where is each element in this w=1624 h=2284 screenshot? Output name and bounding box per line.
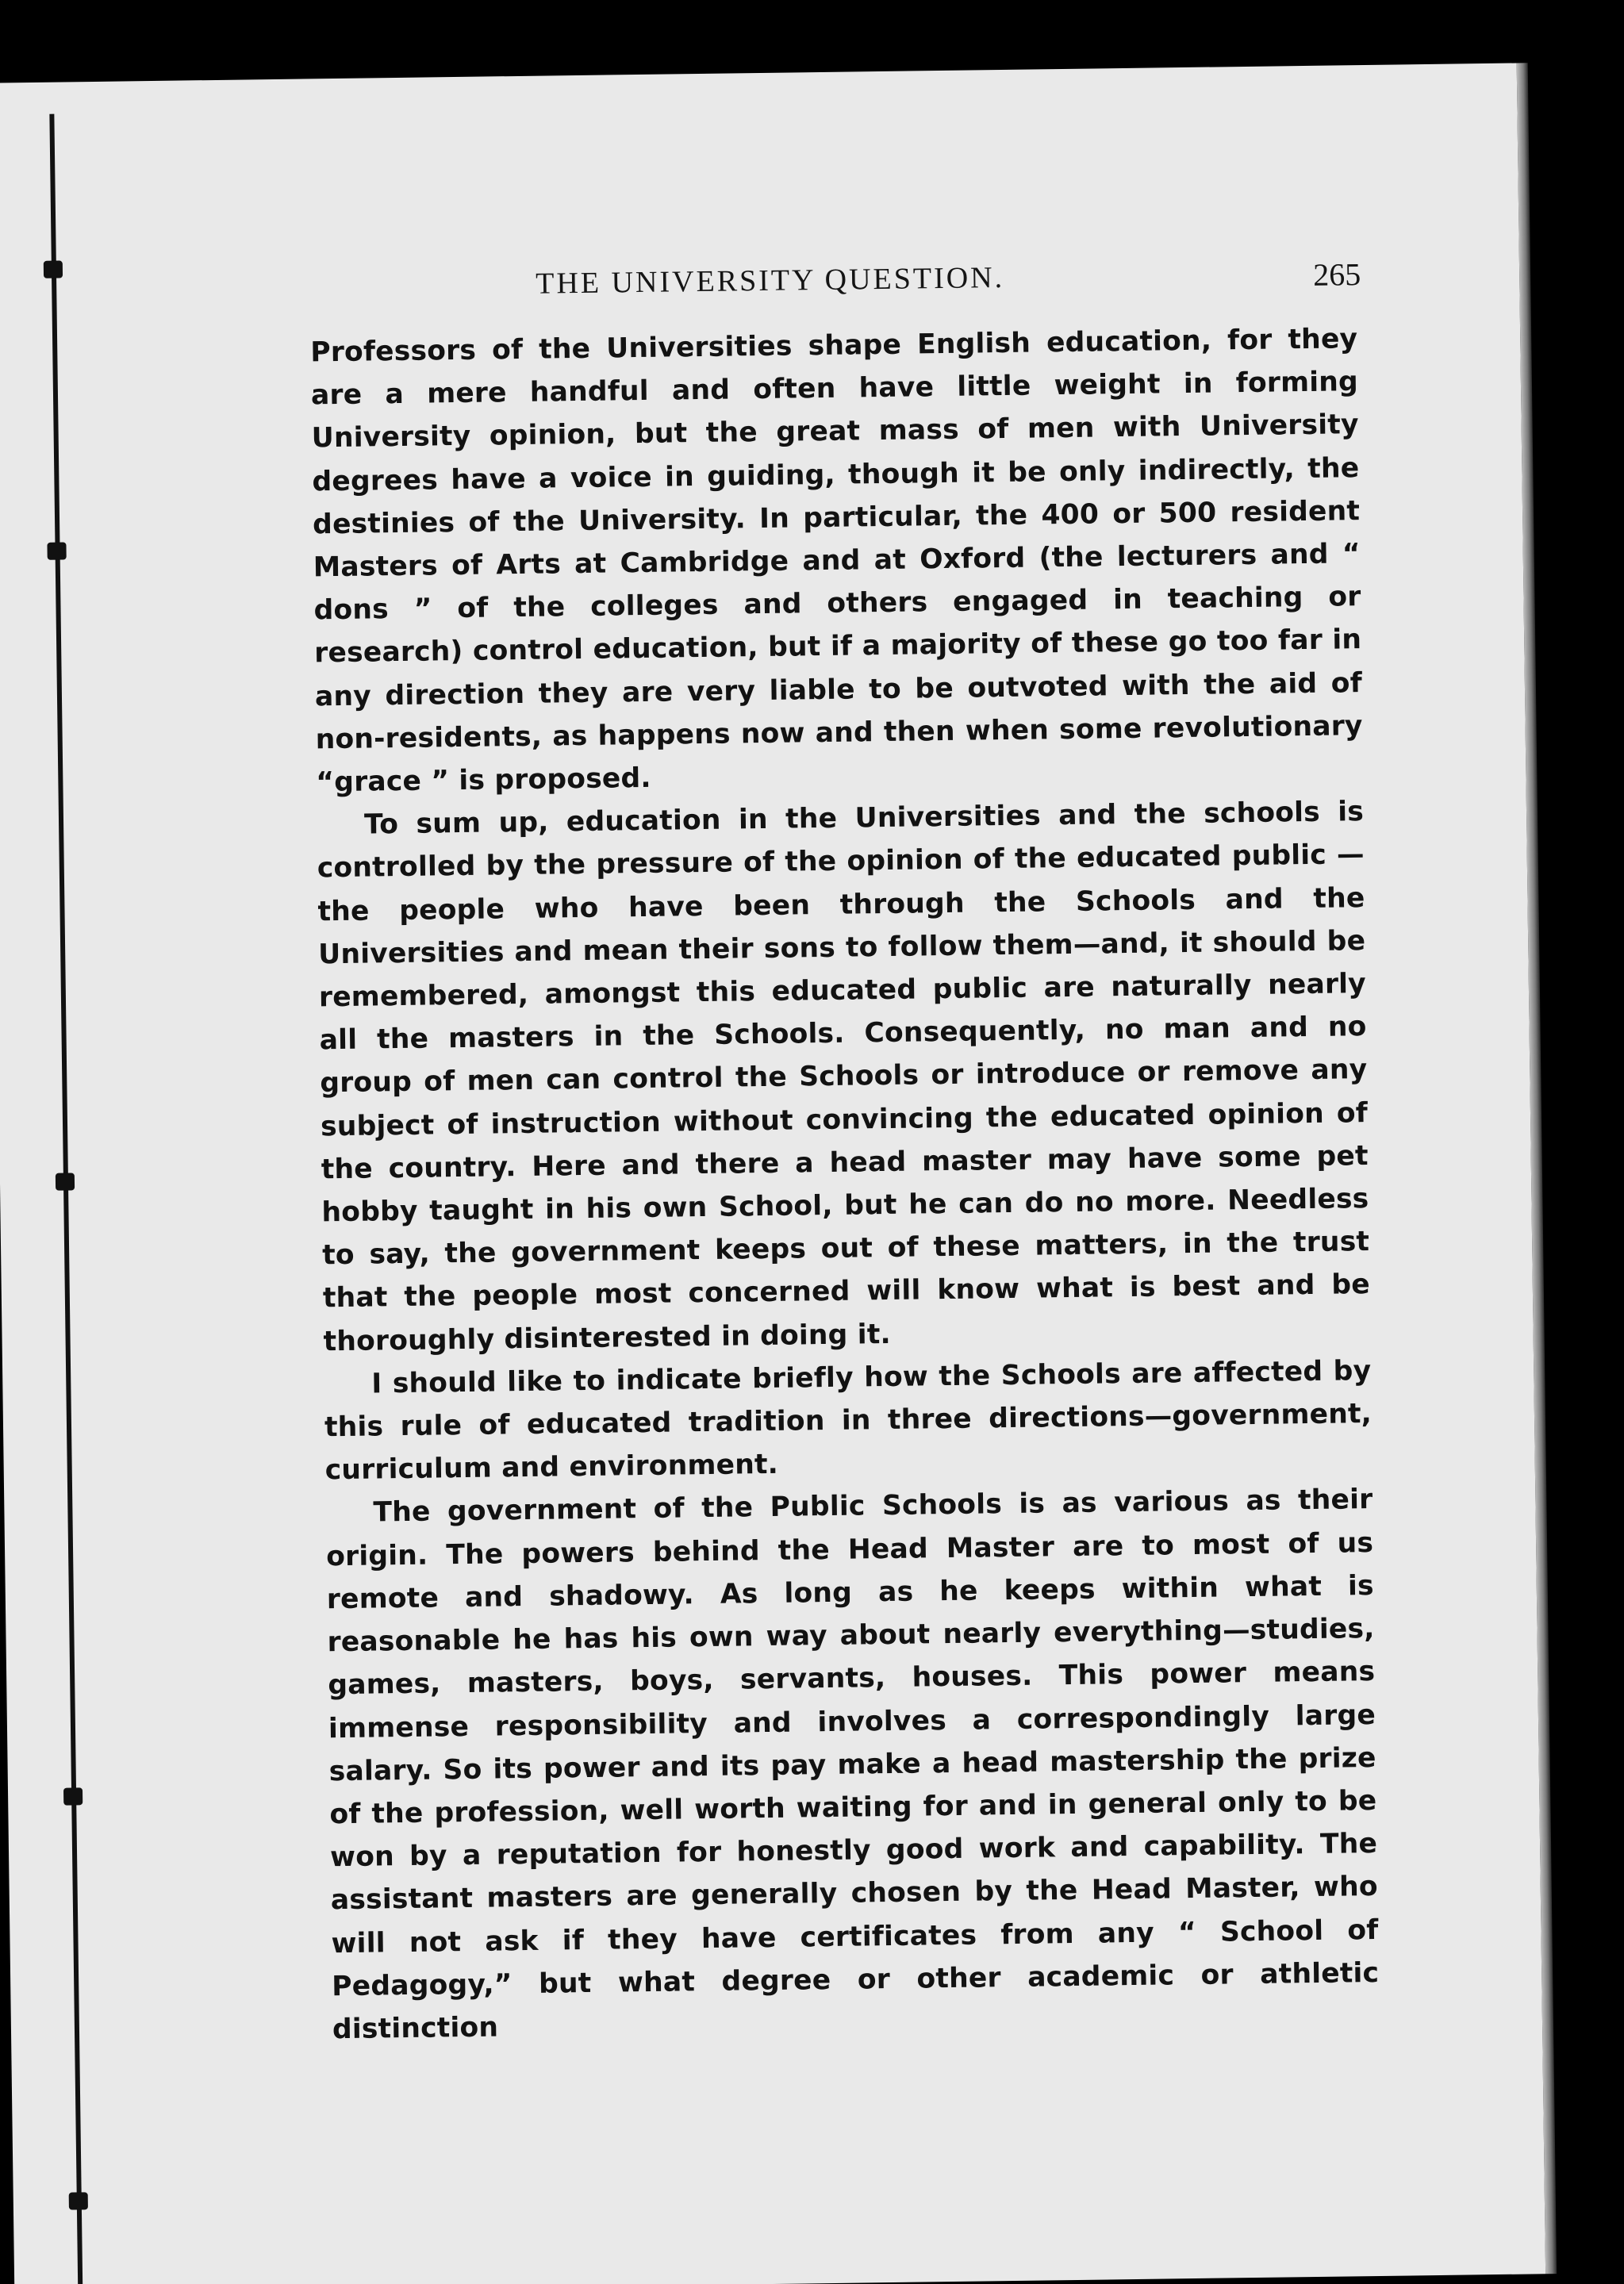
running-title: THE UNIVERSITY QUESTION. bbox=[535, 260, 1005, 301]
binding-stitch bbox=[63, 1787, 83, 1805]
binding-stitch bbox=[44, 261, 63, 278]
page-edge bbox=[1517, 63, 1557, 2274]
binding-thread bbox=[49, 114, 83, 2284]
paper-sheet bbox=[0, 63, 1545, 2284]
binding-stitch bbox=[69, 2192, 88, 2209]
body-text bbox=[310, 317, 1380, 2051]
paragraph: To sum up, education in the Universities and the schools is controlled by the pressure of the opinion of the educated public —the people who have been through the Schools and the Universities and mean their sons to follow them—and, it should be remembered, amongst this educated public are naturally nearly all the masters in the Schools. Consequently, no man and no group of men can control the Schools or introduce or remove any subject of instruction without convincing the educated opinion of the country. Here and there a head master may have some pet hobby taught in his own School, but he can do no more. Needless to say, the government keeps out of these matters, in the trust that the people most concerned will know what is best and be thoroughly disinterested in doing it. bbox=[317, 796, 1371, 1357]
page-header bbox=[536, 255, 1361, 322]
binding-stitch bbox=[56, 1173, 75, 1190]
binding-stitch bbox=[47, 542, 66, 559]
paragraph: Professors of the Universities shape English education, for they are a mere handful and often have little weight in forming University opinion, but the great mass of men with University degrees have a voice in guiding, though it be only indirectly, the destinies of the University. In particular, the 400 or 500 resident Masters of Arts at Cambridge and at Oxford (the lecturers and “ dons ” of the colleges and others engaged in teaching or research) control education, but if a majority of these go too far in any direction they are very liable to be outvoted with the aid of non-residents, as happens now and then when some revolutionary “grace ” is proposed. bbox=[310, 323, 1363, 799]
paragraph: The government of the Public Schools is as various as their origin. The powers behind the Head Master are to most of us remote and shadowy. As long as he keeps within what is reasonable he has his own way about nearly everything—studies, games, masters, boys, servants, houses. This power means immense responsibility and involves a correspondingly large salary. So its power and its pay make a head mastership the prize of the profession, well worth waiting for and in general only to be won by a reputation for honestly good work and capability. The assistant masters are generally chosen by the Head Master, who will not ask if they have certificates from any “ School of Pedagogy,” but what degree or other academic or athletic distinction bbox=[325, 1484, 1380, 2046]
paragraph: I should like to indicate briefly how the Schools are affected by this rule of educated tradition in three directions—government, curriculum and environment. bbox=[324, 1354, 1373, 1487]
page-number: 265 bbox=[1312, 256, 1361, 293]
